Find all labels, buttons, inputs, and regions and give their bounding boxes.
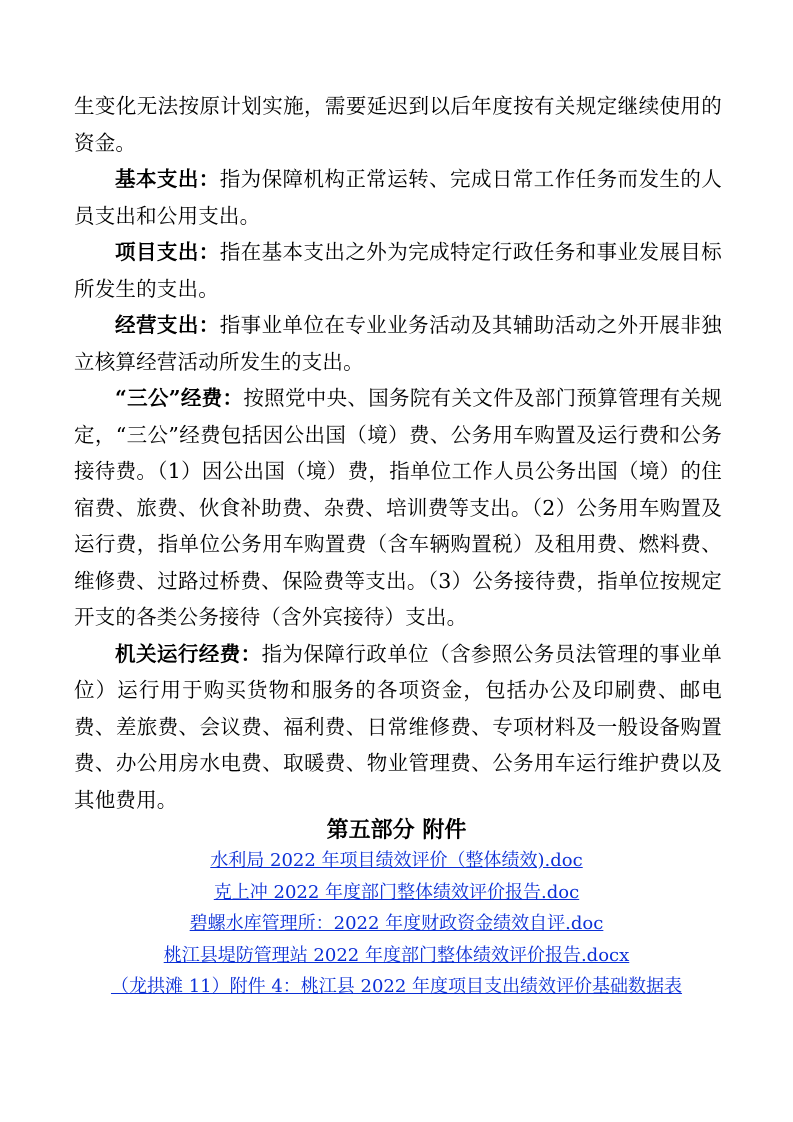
body-text bbox=[74, 88, 722, 818]
list-item bbox=[0, 940, 793, 972]
term-operating-expenditure: 经营支出： bbox=[115, 313, 220, 337]
term-basic-expenditure: 基本支出： bbox=[115, 167, 220, 191]
paragraph-text: 指为保障行政单位（含参照公务员法管理的事业单位）运行用于购买货物和服务的各项资金，包括办公及印刷费、邮电费、差旅费、会议费、福利费、日常维修费、专项材料及一般设备购置费、办公用房水电费、取暖费、物业管理费、公务用车运行维护费以及其他费用。 bbox=[74, 641, 722, 812]
paragraph-continuation bbox=[74, 88, 722, 161]
attachment-link[interactable]: 克上冲 2022 年度部门整体绩效评价报告.doc bbox=[213, 881, 580, 903]
attachment-list bbox=[0, 845, 793, 1003]
attachment-link[interactable]: 碧螺水库管理所：2022 年度财政资金绩效自评.doc bbox=[189, 913, 604, 935]
paragraph-text: 指在基本支出之外为完成特定行政任务和事业发展目标所发生的支出。 bbox=[74, 240, 722, 301]
paragraph-text: 生变化无法按原计划实施，需要延迟到以后年度按有关规定继续使用的资金。 bbox=[74, 94, 722, 155]
section-title: 第五部分 附件 bbox=[326, 817, 467, 843]
attachment-link[interactable]: 水利局 2022 年项目绩效评价（整体绩效).doc bbox=[210, 850, 583, 871]
paragraph-text: 按照党中央、国务院有关文件及部门预算管理有关规定，“三公”经费包括因公出国（境）费、公务用车购置及运行费和公务接待费。（1）因公出国（境）费，指单位工作人员公务出国（境）的住宿费、旅费、伙食补助费、杂费、培训费等支出。（2）公务用车购置及运行费，指单位公务用车购置费（含车辆购置税）及租用费、燃料费、维修费、过路过桥费、保险费等支出。（3）公务接待费，指单位按规定开支的各类公务接待（含外宾接待）支出。 bbox=[74, 386, 722, 629]
paragraph-text: 指事业单位在专业业务活动及其辅助活动之外开展非独立核算经营活动所发生的支出。 bbox=[74, 313, 722, 374]
paragraph-three-public-funds bbox=[74, 380, 722, 636]
paragraph-operating-expenditure bbox=[74, 307, 722, 380]
term-agency-operating-funds: 机关运行经费： bbox=[115, 641, 262, 666]
paragraph-agency-operating-funds bbox=[74, 636, 722, 819]
attachment-link[interactable]: （龙拱滩 11）附件 4：桃江县 2022 年度项目支出绩效评价基础数据表 bbox=[110, 976, 683, 998]
list-item bbox=[0, 877, 793, 909]
term-project-expenditure: 项目支出： bbox=[115, 240, 220, 264]
list-item bbox=[0, 971, 793, 1003]
attachment-link[interactable]: 桃江县堤防管理站 2022 年度部门整体绩效评价报告.docx bbox=[163, 944, 630, 966]
paragraph-basic-expenditure bbox=[74, 161, 722, 234]
term-three-public-funds: “三公”经费： bbox=[115, 386, 244, 410]
list-item bbox=[0, 845, 793, 877]
list-item bbox=[0, 908, 793, 940]
paragraph-text: 指为保障机构正常运转、完成日常工作任务而发生的人员支出和公用支出。 bbox=[74, 167, 722, 228]
paragraph-project-expenditure bbox=[74, 234, 722, 307]
